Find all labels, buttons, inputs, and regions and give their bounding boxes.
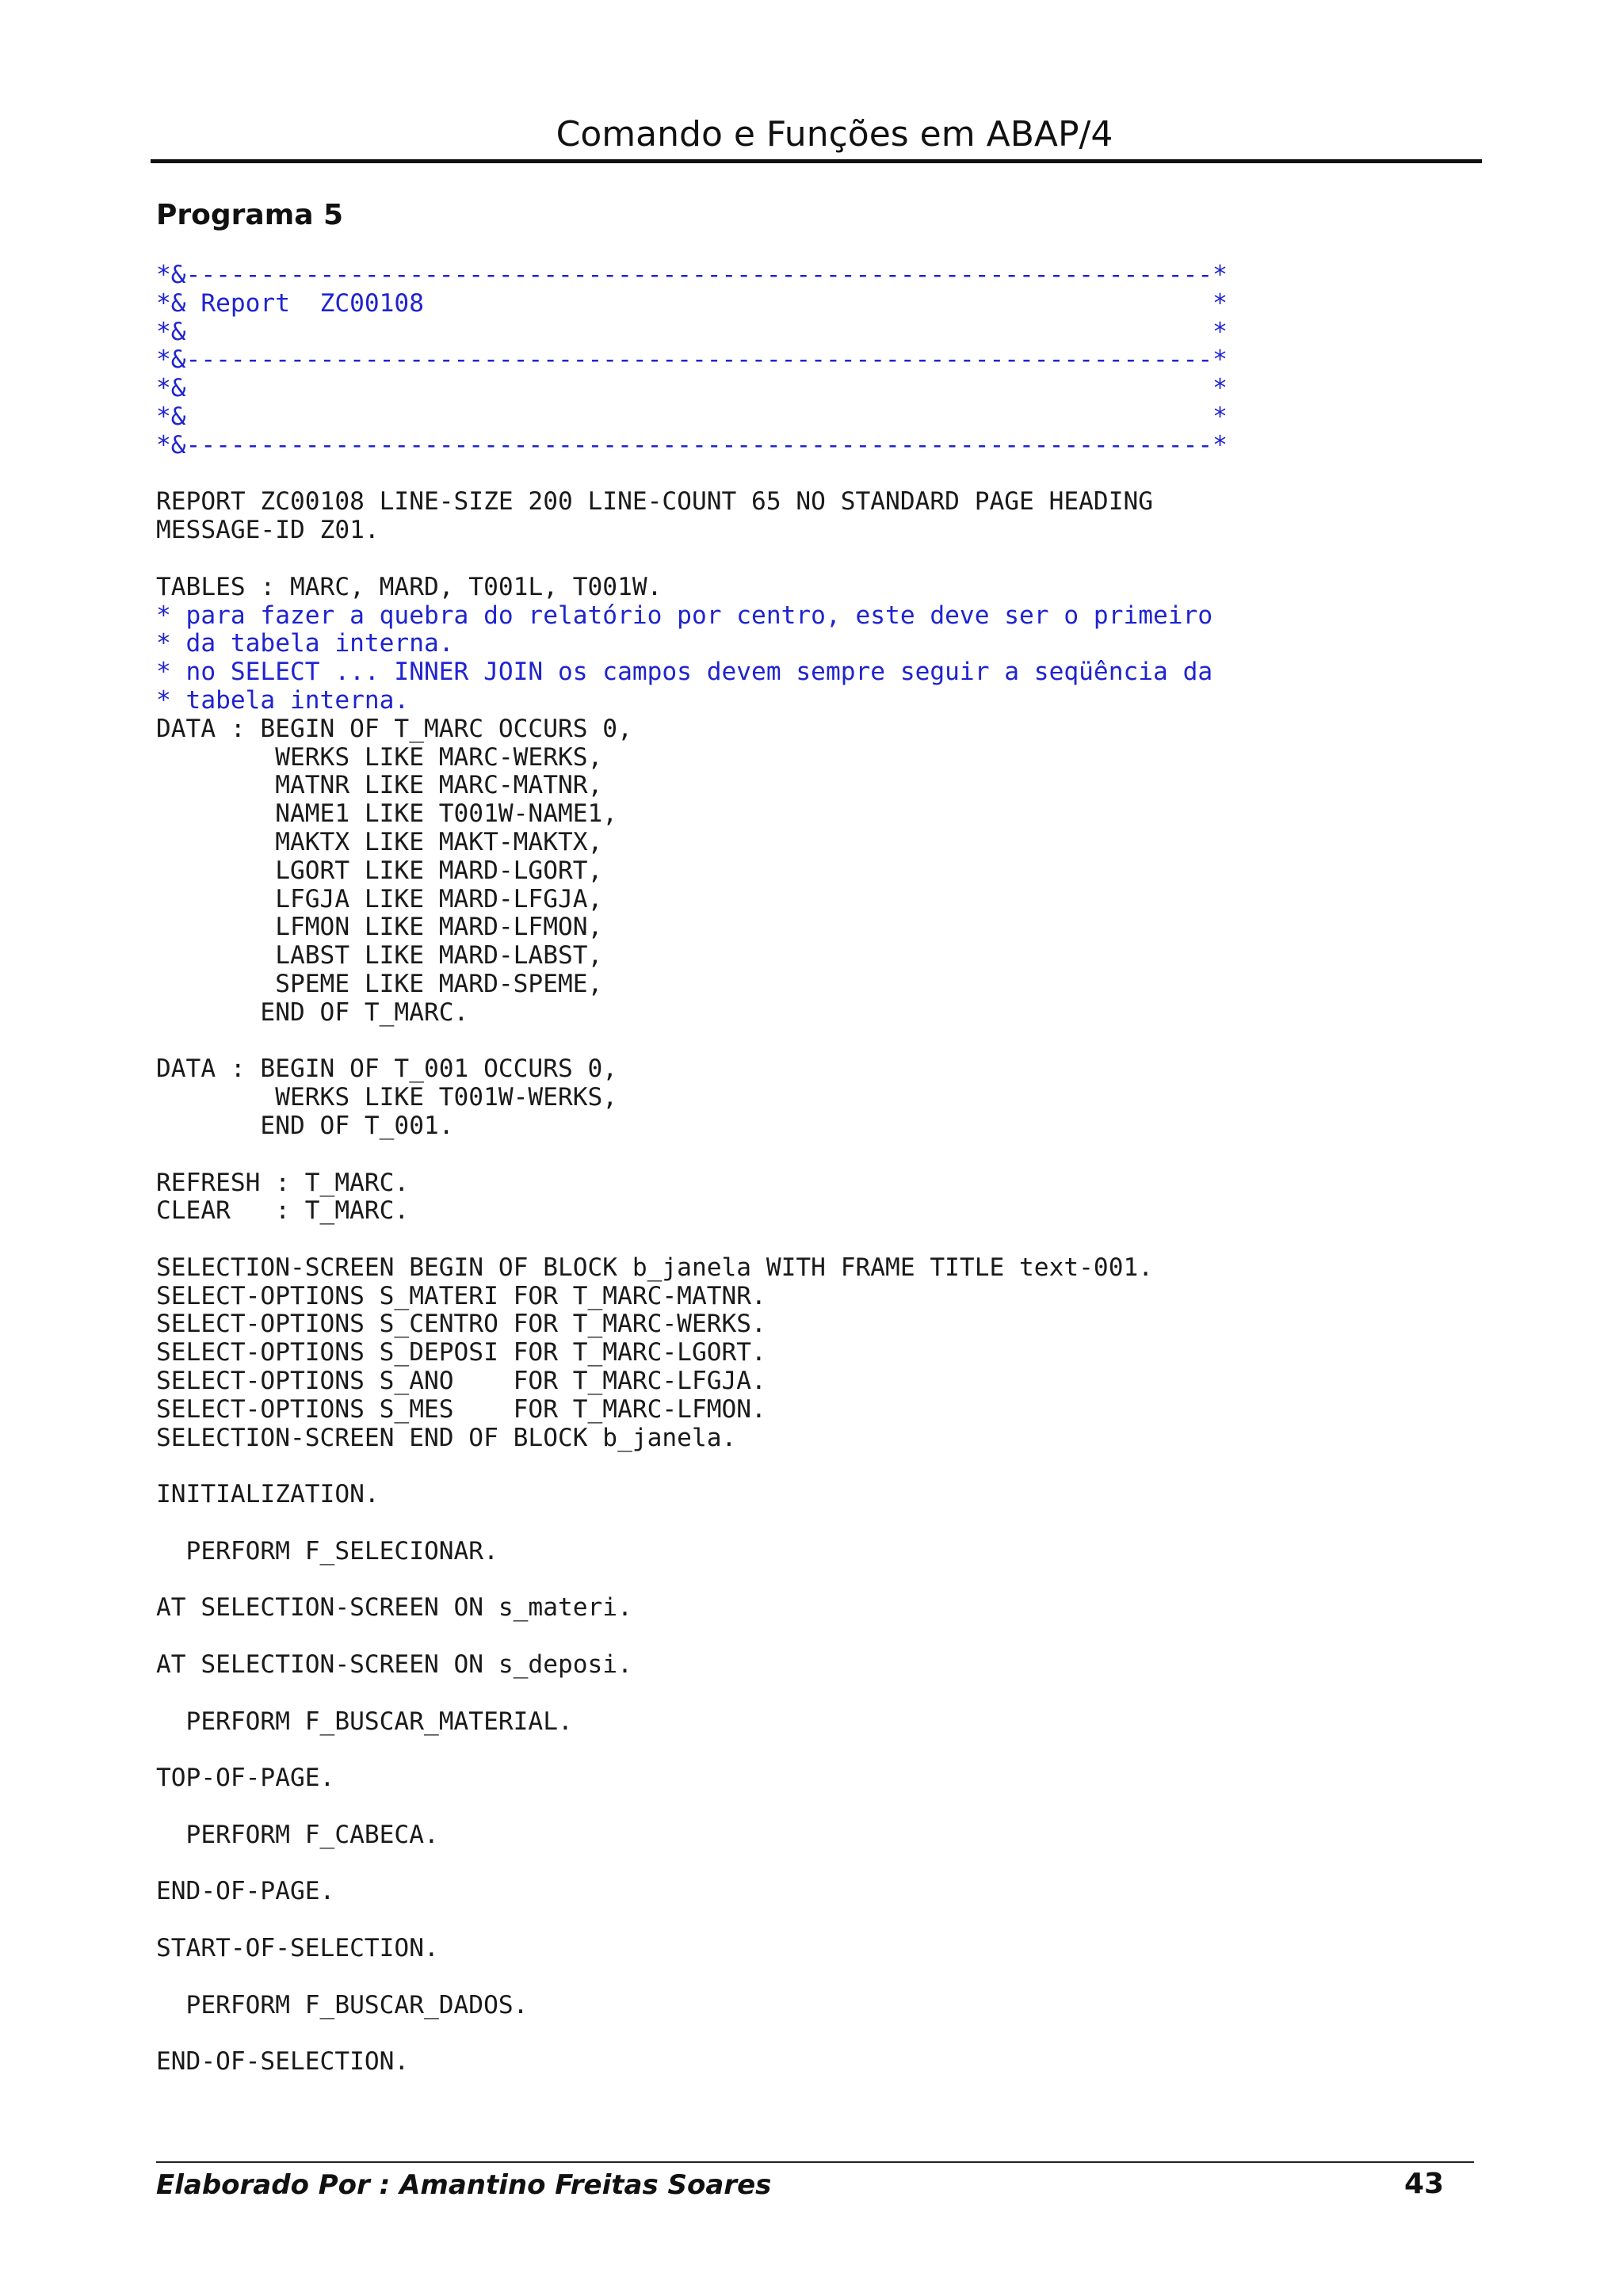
code-line: REFRESH : T_MARC. — [156, 1168, 410, 1197]
code-line: SELECT-OPTIONS S_CENTRO FOR T_MARC-WERKS. — [156, 1310, 766, 1339]
code-line: END OF T_MARC. — [156, 997, 469, 1027]
code-line: WERKS LIKE MARC-WERKS, — [156, 742, 603, 772]
code-line — [156, 1141, 1228, 1169]
program-title: Programa 5 — [156, 199, 344, 231]
code-line: START-OF-SELECTION. — [156, 1934, 439, 1963]
code-line — [156, 460, 1228, 489]
code-line: SELECT-OPTIONS S_DEPOSI FOR T_MARC-LGORT. — [156, 1338, 766, 1367]
code-line — [156, 1906, 1228, 1935]
code-line — [156, 1680, 1228, 1708]
code-listing — [156, 261, 1228, 2077]
code-line — [156, 1623, 1228, 1651]
code-comment-line: *&---------------------------------------------------------------------* — [156, 261, 1228, 289]
code-line: PERFORM F_SELECIONAR. — [156, 1536, 498, 1566]
code-comment-line: * para fazer a quebra do relatório por centro, este deve ser o primeiro — [156, 601, 1213, 630]
code-line: MATNR LIKE MARC-MATNR, — [156, 771, 603, 800]
code-line — [156, 1736, 1228, 1764]
code-line — [156, 545, 1228, 574]
code-line: END-OF-PAGE. — [156, 1877, 335, 1906]
code-line: PERFORM F_CABECA. — [156, 1820, 439, 1849]
code-comment-line: *&---------------------------------------------------------------------* — [156, 345, 1228, 375]
code-line: TOP-OF-PAGE. — [156, 1764, 335, 1793]
code-line: SELECT-OPTIONS S_ANO FOR T_MARC-LFGJA. — [156, 1367, 766, 1396]
code-line: AT SELECTION-SCREEN ON s_deposi. — [156, 1650, 632, 1680]
code-line: MESSAGE-ID Z01. — [156, 516, 380, 545]
code-line: NAME1 LIKE T001W-NAME1, — [156, 799, 618, 829]
code-line: END-OF-SELECTION. — [156, 2047, 410, 2077]
code-comment-line: * no SELECT ... INNER JOIN os campos devem sempre seguir a seqüência da — [156, 658, 1213, 687]
code-line: LFGJA LIKE MARD-LFGJA, — [156, 884, 603, 913]
code-line: DATA : BEGIN OF T_MARC OCCURS 0, — [156, 714, 632, 743]
footer-author: Elaborado Por : Amantino Freitas Soares — [156, 2169, 772, 2201]
code-line: TABLES : MARC, MARD, T001L, T001W. — [156, 572, 663, 601]
code-line: PERFORM F_BUSCAR_MATERIAL. — [156, 1707, 573, 1736]
code-line: SELECT-OPTIONS S_MATERI FOR T_MARC-MATNR. — [156, 1281, 766, 1310]
footer-divider — [156, 2161, 1474, 2163]
code-line: END OF T_001. — [156, 1111, 454, 1140]
code-line — [156, 1963, 1228, 1992]
code-line: LFMON LIKE MARD-LFMON, — [156, 913, 603, 942]
code-comment-line: *& * — [156, 402, 1228, 431]
code-line: CLEAR : T_MARC. — [156, 1196, 410, 1226]
code-line: PERFORM F_BUSCAR_DADOS. — [156, 1990, 529, 2019]
code-line: AT SELECTION-SCREEN ON s_materi. — [156, 1593, 632, 1623]
code-line: WERKS LIKE T001W-WERKS, — [156, 1083, 618, 1112]
code-line: SELECT-OPTIONS S_MES FOR T_MARC-LFMON. — [156, 1394, 766, 1424]
code-comment-line: * tabela interna. — [156, 685, 410, 715]
code-line — [156, 1226, 1228, 1254]
header-divider — [151, 159, 1482, 163]
code-line — [156, 1452, 1228, 1481]
code-comment-line: * da tabela interna. — [156, 629, 454, 658]
code-comment-line: *& * — [156, 317, 1228, 346]
code-comment-line: *& Report ZC00108 * — [156, 288, 1228, 318]
code-line — [156, 2019, 1228, 2048]
code-line — [156, 1566, 1228, 1595]
code-comment-line: *& * — [156, 374, 1228, 403]
code-line: LABST LIKE MARD-LABST, — [156, 941, 603, 971]
code-line: DATA : BEGIN OF T_001 OCCURS 0, — [156, 1055, 618, 1084]
code-line — [156, 1028, 1228, 1056]
code-line: REPORT ZC00108 LINE-SIZE 200 LINE-COUNT 65 NO STANDARD PAGE HEADING — [156, 487, 1154, 517]
code-line: SELECTION-SCREEN END OF BLOCK b_janela. — [156, 1423, 737, 1452]
code-line: LGORT LIKE MARD-LGORT, — [156, 856, 603, 885]
page-number: 43 — [1404, 2168, 1445, 2200]
code-line — [156, 1850, 1228, 1878]
code-line: SELECTION-SCREEN BEGIN OF BLOCK b_janela WITH FRAME TITLE text-001. — [156, 1253, 1154, 1282]
code-line: INITIALIZATION. — [156, 1480, 380, 1509]
code-line — [156, 1509, 1228, 1538]
code-line: SPEME LIKE MARD-SPEME, — [156, 969, 603, 998]
code-line — [156, 1793, 1228, 1821]
page-header-title: Comando e Funções em ABAP/4 — [556, 114, 1113, 154]
code-line: MAKTX LIKE MAKT-MAKTX, — [156, 827, 603, 856]
code-comment-line: *&---------------------------------------------------------------------* — [156, 430, 1228, 460]
